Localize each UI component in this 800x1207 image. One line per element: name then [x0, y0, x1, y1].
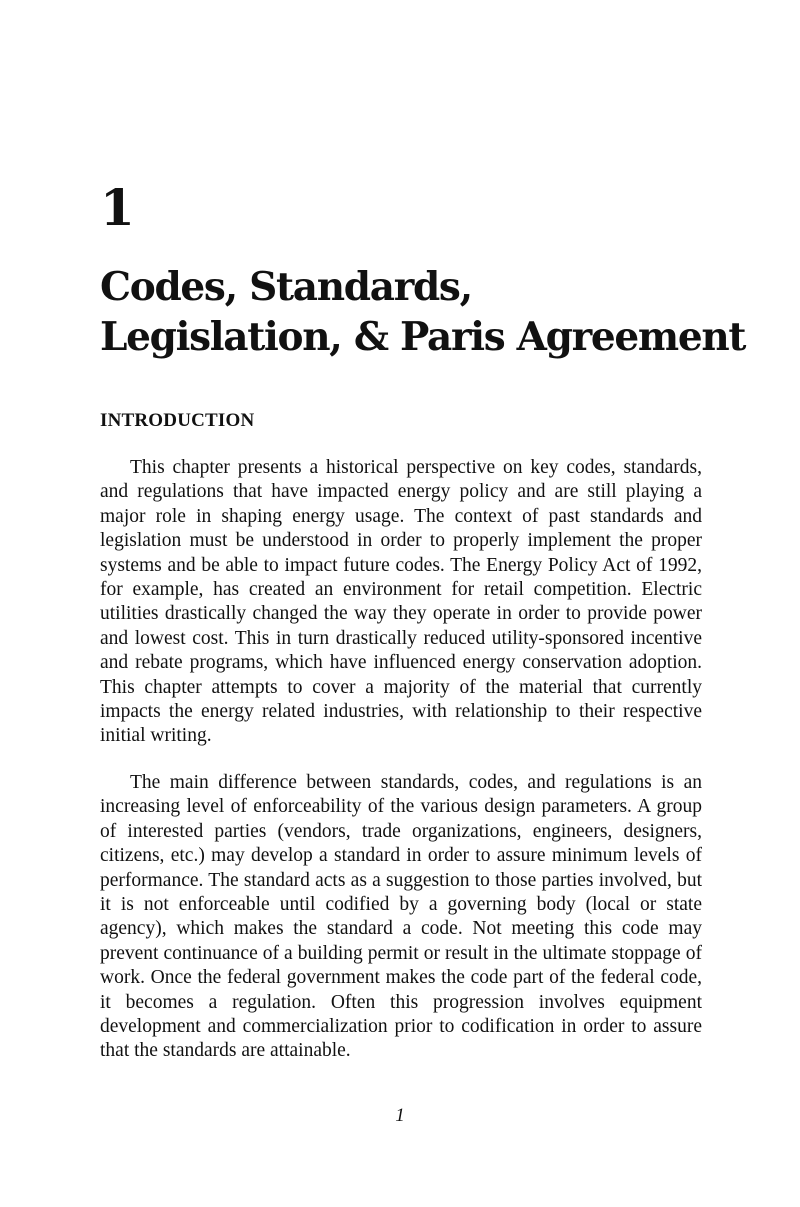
- body-paragraph-2-block: [100, 771, 702, 1064]
- section-heading: INTRODUCTION: [100, 410, 255, 431]
- chapter-title-line-1: Codes, Standards,: [100, 264, 472, 310]
- body-paragraph-1: This chapter presents a historical perspective on key codes, standards, and regulations that have impacted energy policy and are still playing a major role in shaping energy usage. The context of past standards and legislation must be understood in order to properly implement the proper systems and be able to impact future codes. The Energy Policy Act of 1992, for example, has created an environment for retail competition. Electric utilities drastically changed the way they operate in order to provide power and lowest cost. This in turn drastically reduced utility-sponsored incentive and rebate programs, which have influenced energy conservation adoption. This chapter attempts to cover a majority of the material that currently impacts the energy related industries, with relationship to their respective initial writing.: [100, 457, 702, 747]
- chapter-number: 1: [100, 178, 135, 237]
- chapter-title: [100, 262, 746, 362]
- chapter-title-line-2: Legislation, & Paris Agreement: [100, 314, 746, 360]
- body-paragraph-1-block: [100, 456, 702, 749]
- page-number: 1: [395, 1105, 405, 1126]
- body-paragraph-2: The main difference between standards, codes, and regulations is an increasing level of enforceability of the various design parameters. A group of interested parties (vendors, trade organizations, engineers, designers, citizens, etc.) may develop a standard in order to assure minimum levels of performance. The standard acts as a suggestion to those parties involved, but it is not enforceable until codified by a governing body (local or state agency), which makes the standard a code. Not meeting this code may prevent continuance of a building permit or result in the ultimate stoppage of work. Once the federal government makes the code part of the federal code, it becomes a regulation. Often this progression involves equipment development and commercialization prior to codification in order to assure that the standards are attainable.: [100, 772, 702, 1062]
